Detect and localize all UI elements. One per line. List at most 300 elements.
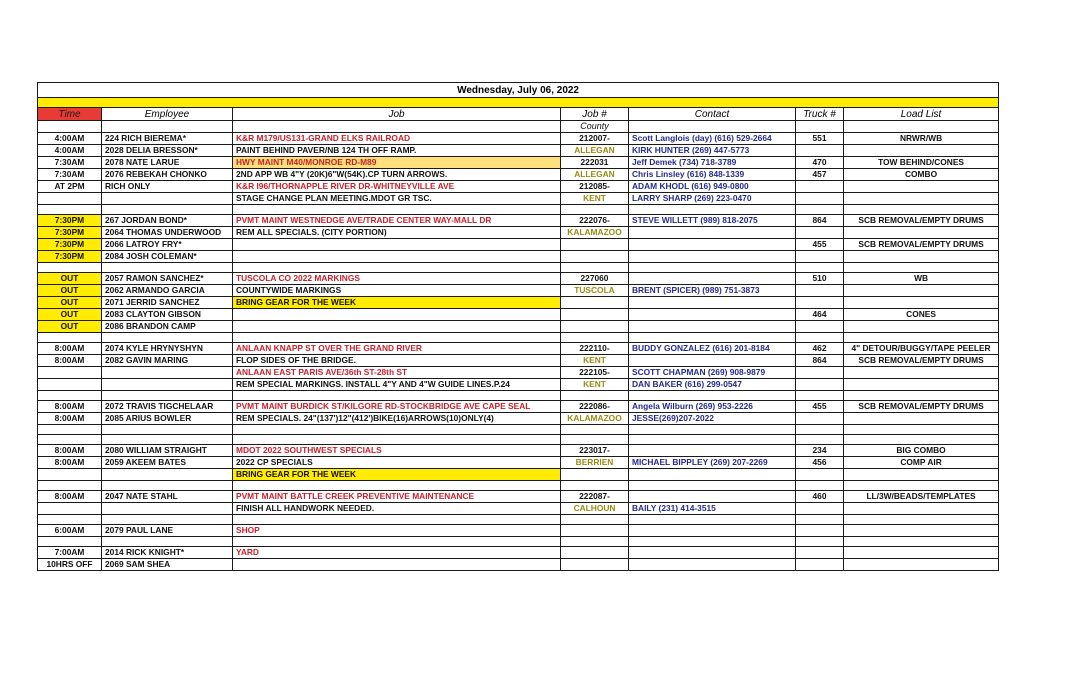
time-cell: 8:00AM: [38, 413, 102, 425]
load-list-cell: WB: [844, 273, 999, 285]
load-list-cell: [844, 367, 999, 379]
time-cell: 7:30PM: [38, 227, 102, 239]
truck-cell: [796, 251, 844, 263]
contact-cell: [629, 321, 796, 333]
time-cell: 8:00AM: [38, 355, 102, 367]
table-row: [38, 547, 999, 559]
job-number-cell: KENT: [561, 355, 629, 367]
empty-cell: [844, 121, 999, 133]
job-number-cell: [561, 321, 629, 333]
load-list-cell: [844, 515, 999, 525]
employee-cell: 2047 NATE STAHL: [102, 491, 233, 503]
truck-cell: [796, 321, 844, 333]
job-number-cell: [561, 391, 629, 401]
job-number-cell: 227060: [561, 273, 629, 285]
table-row: [38, 343, 999, 355]
load-list-cell: [844, 435, 999, 445]
spacer-row: [38, 263, 999, 273]
truck-cell: [796, 379, 844, 391]
contact-cell: LARRY SHARP (269) 223-0470: [629, 193, 796, 205]
job-number-cell: [561, 239, 629, 251]
job-cell: [233, 435, 561, 445]
job-number-cell: CALHOUN: [561, 503, 629, 515]
contact-cell: [629, 435, 796, 445]
load-list-cell: [844, 333, 999, 343]
truck-cell: 456: [796, 457, 844, 469]
empty-cell: [233, 121, 561, 133]
load-list-cell: SCB REMOVAL/EMPTY DRUMS: [844, 215, 999, 227]
employee-cell: 2086 BRANDON CAMP: [102, 321, 233, 333]
time-cell: 7:30PM: [38, 239, 102, 251]
job-cell: [233, 333, 561, 343]
job-cell: SHOP: [233, 525, 561, 537]
job-number-cell: BERRIEN: [561, 457, 629, 469]
load-list-cell: [844, 391, 999, 401]
employee-cell: [102, 333, 233, 343]
spacer-row: [38, 425, 999, 435]
contact-cell: [629, 273, 796, 285]
employee-cell: [102, 435, 233, 445]
truck-cell: 470: [796, 157, 844, 169]
time-cell: [38, 503, 102, 515]
load-list-cell: [844, 145, 999, 157]
spacer-row: [38, 515, 999, 525]
load-list-cell: [844, 321, 999, 333]
table-row: [38, 145, 999, 157]
job-number-cell: 222076-: [561, 215, 629, 227]
truck-cell: [796, 547, 844, 559]
job-cell: FLOP SIDES OF THE BRIDGE.: [233, 355, 561, 367]
contact-cell: [629, 559, 796, 571]
job-number-cell: 222087-: [561, 491, 629, 503]
time-cell: OUT: [38, 273, 102, 285]
table-row: [38, 239, 999, 251]
job-cell: MDOT 2022 SOUTHWEST SPECIALS: [233, 445, 561, 457]
load-list-cell: NRWR/WB: [844, 133, 999, 145]
truck-cell: 864: [796, 355, 844, 367]
contact-cell: STEVE WILLETT (989) 818-2075: [629, 215, 796, 227]
job-cell: 2ND APP WB 4"Y (20K)6"W(54K).CP TURN ARROWS.: [233, 169, 561, 181]
table-row: [38, 157, 999, 169]
load-list-cell: [844, 379, 999, 391]
job-number-cell: [561, 537, 629, 547]
truck-cell: [796, 469, 844, 481]
employee-cell: 2074 KYLE HRYNYSHYN: [102, 343, 233, 355]
time-cell: [38, 469, 102, 481]
spacer-row: [38, 205, 999, 215]
truck-cell: [796, 503, 844, 515]
job-cell: [233, 309, 561, 321]
table-row: [38, 413, 999, 425]
time-cell: OUT: [38, 321, 102, 333]
truck-cell: 551: [796, 133, 844, 145]
job-number-cell: [561, 297, 629, 309]
time-header: Time: [38, 108, 102, 121]
table-row: [38, 321, 999, 333]
truck-cell: [796, 193, 844, 205]
time-cell: [38, 205, 102, 215]
load-list-cell: [844, 285, 999, 297]
job-number-cell: 212007-: [561, 133, 629, 145]
table-row: [38, 503, 999, 515]
load-list-cell: SCB REMOVAL/EMPTY DRUMS: [844, 401, 999, 413]
truck-cell: [796, 181, 844, 193]
truck-cell: [796, 525, 844, 537]
load-list-cell: [844, 297, 999, 309]
job-cell: ANLAAN KNAPP ST OVER THE GRAND RIVER: [233, 343, 561, 355]
truck-cell: 464: [796, 309, 844, 321]
contact-cell: ADAM KHODL (616) 949-0800: [629, 181, 796, 193]
job-number-cell: [561, 309, 629, 321]
job-number-cell: [561, 525, 629, 537]
job-number-cell: 222110-: [561, 343, 629, 355]
load-list-cell: BIG COMBO: [844, 445, 999, 457]
job-cell: PVMT MAINT BATTLE CREEK PREVENTIVE MAINTENANCE: [233, 491, 561, 503]
load-list-cell: [844, 525, 999, 537]
time-cell: 7:30AM: [38, 157, 102, 169]
load-list-cell: SCB REMOVAL/EMPTY DRUMS: [844, 355, 999, 367]
table-row: [38, 469, 999, 481]
employee-cell: 2014 RICK KNIGHT*: [102, 547, 233, 559]
table-row: [38, 559, 999, 571]
truck-cell: 455: [796, 239, 844, 251]
job-number-header: Job #: [561, 108, 629, 121]
table-row: [38, 309, 999, 321]
job-cell: [233, 239, 561, 251]
contact-cell: [629, 547, 796, 559]
time-cell: 8:00AM: [38, 343, 102, 355]
subheader-row: [38, 121, 999, 133]
truck-cell: [796, 559, 844, 571]
contact-cell: [629, 537, 796, 547]
load-list-cell: [844, 227, 999, 239]
truck-cell: 457: [796, 169, 844, 181]
truck-cell: 510: [796, 273, 844, 285]
spacer-row: [38, 435, 999, 445]
time-cell: [38, 515, 102, 525]
employee-cell: 2082 GAVIN MARING: [102, 355, 233, 367]
load-list-cell: COMP AIR: [844, 457, 999, 469]
load-list-cell: [844, 469, 999, 481]
truck-cell: [796, 227, 844, 239]
employee-cell: 2084 JOSH COLEMAN*: [102, 251, 233, 263]
load-list-cell: CONES: [844, 309, 999, 321]
truck-cell: [796, 367, 844, 379]
employee-cell: [102, 263, 233, 273]
time-cell: OUT: [38, 297, 102, 309]
job-cell: [233, 205, 561, 215]
table-row: [38, 251, 999, 263]
employee-cell: [102, 193, 233, 205]
job-header: Job: [233, 108, 561, 121]
job-number-cell: [561, 263, 629, 273]
time-cell: 6:00AM: [38, 525, 102, 537]
job-number-cell: 222086-: [561, 401, 629, 413]
employee-cell: 2078 NATE LARUE: [102, 157, 233, 169]
employee-cell: 2085 ARIUS BOWLER: [102, 413, 233, 425]
contact-cell: Scott Langlois (day) (616) 529-2664: [629, 133, 796, 145]
time-cell: 7:30PM: [38, 251, 102, 263]
job-number-cell: KALAMAZOO: [561, 227, 629, 239]
job-number-cell: [561, 333, 629, 343]
load-list-cell: [844, 559, 999, 571]
yellow-band: [38, 98, 999, 108]
load-list-cell: [844, 413, 999, 425]
job-cell: BRING GEAR FOR THE WEEK: [233, 297, 561, 309]
truck-cell: [796, 263, 844, 273]
table-row: [38, 491, 999, 503]
employee-cell: [102, 367, 233, 379]
load-list-cell: [844, 263, 999, 273]
employee-cell: [102, 205, 233, 215]
job-number-cell: [561, 469, 629, 481]
truck-cell: 462: [796, 343, 844, 355]
job-cell: K&R I96/THORNAPPLE RIVER DR-WHITNEYVILLE AVE: [233, 181, 561, 193]
spacer-row: [38, 333, 999, 343]
time-cell: [38, 425, 102, 435]
load-list-cell: [844, 193, 999, 205]
job-cell: ANLAAN EAST PARIS AVE/36th ST-28th ST: [233, 367, 561, 379]
spacer-row: [38, 391, 999, 401]
load-list-cell: [844, 503, 999, 515]
table-row: [38, 401, 999, 413]
truck-cell: [796, 537, 844, 547]
time-cell: 8:00AM: [38, 445, 102, 457]
load-list-cell: LL/3W/BEADS/TEMPLATES: [844, 491, 999, 503]
schedule-table: [37, 82, 999, 571]
contact-cell: MICHAEL BIPPLEY (269) 207-2269: [629, 457, 796, 469]
contact-cell: [629, 297, 796, 309]
job-cell: YARD: [233, 547, 561, 559]
time-cell: [38, 435, 102, 445]
truck-cell: [796, 515, 844, 525]
load-list-cell: 4" DETOUR/BUGGY/TAPE PEELER: [844, 343, 999, 355]
employee-cell: 2080 WILLIAM STRAIGHT: [102, 445, 233, 457]
job-cell: FINISH ALL HANDWORK NEEDED.: [233, 503, 561, 515]
job-number-cell: [561, 547, 629, 559]
employee-cell: [102, 481, 233, 491]
employee-cell: 2064 THOMAS UNDERWOOD: [102, 227, 233, 239]
time-cell: 8:00AM: [38, 401, 102, 413]
job-cell: [233, 391, 561, 401]
employee-cell: 2028 DELIA BRESSON*: [102, 145, 233, 157]
time-cell: OUT: [38, 285, 102, 297]
job-cell: HWY MAINT M40/MONROE RD-M89: [233, 157, 561, 169]
truck-cell: [796, 285, 844, 297]
job-cell: PVMT MAINT BURDICK ST/KILGORE RD-STOCKBRIDGE AVE CAPE SEAL: [233, 401, 561, 413]
time-cell: AT 2PM: [38, 181, 102, 193]
contact-cell: BAILY (231) 414-3515: [629, 503, 796, 515]
job-cell: [233, 515, 561, 525]
job-cell: [233, 251, 561, 263]
time-cell: [38, 333, 102, 343]
job-number-cell: [561, 251, 629, 263]
contact-cell: Angela Wilburn (269) 953-2226: [629, 401, 796, 413]
truck-cell: [796, 145, 844, 157]
time-cell: [38, 391, 102, 401]
job-cell: [233, 559, 561, 571]
truck-cell: 864: [796, 215, 844, 227]
truck-cell: [796, 391, 844, 401]
table-row: [38, 169, 999, 181]
table-row: [38, 525, 999, 537]
contact-cell: JESSE(269)207-2022: [629, 413, 796, 425]
employee-cell: 2079 PAUL LANE: [102, 525, 233, 537]
contact-cell: KIRK HUNTER (269) 447-5773: [629, 145, 796, 157]
contact-cell: [629, 309, 796, 321]
table-row: [38, 297, 999, 309]
contact-cell: [629, 491, 796, 503]
load-list-cell: TOW BEHIND/CONES: [844, 157, 999, 169]
time-cell: [38, 537, 102, 547]
time-cell: 4:00AM: [38, 145, 102, 157]
truck-cell: [796, 425, 844, 435]
job-number-cell: KALAMAZOO: [561, 413, 629, 425]
employee-cell: 2069 SAM SHEA: [102, 559, 233, 571]
job-number-cell: 222105-: [561, 367, 629, 379]
employee-cell: 2071 JERRID SANCHEZ: [102, 297, 233, 309]
contact-cell: [629, 425, 796, 435]
job-cell: PAINT BEHIND PAVER/NB 124 TH OFF RAMP.: [233, 145, 561, 157]
truck-cell: 455: [796, 401, 844, 413]
load-list-header: Load List: [844, 108, 999, 121]
empty-cell: [796, 121, 844, 133]
job-cell: REM ALL SPECIALS. (CITY PORTION): [233, 227, 561, 239]
table-row: [38, 355, 999, 367]
time-cell: [38, 481, 102, 491]
contact-cell: BUDDY GONZALEZ (616) 201-8184: [629, 343, 796, 355]
schedule-date-title: Wednesday, July 06, 2022: [38, 83, 999, 98]
employee-cell: 2059 AKEEM BATES: [102, 457, 233, 469]
job-number-cell: [561, 559, 629, 571]
table-row: [38, 367, 999, 379]
job-number-cell: KENT: [561, 379, 629, 391]
table-row: [38, 379, 999, 391]
truck-cell: [796, 435, 844, 445]
job-number-cell: KENT: [561, 193, 629, 205]
header-row: [38, 108, 999, 121]
contact-cell: [629, 515, 796, 525]
truck-cell: [796, 205, 844, 215]
job-number-cell: [561, 425, 629, 435]
contact-cell: [629, 445, 796, 457]
table-row: [38, 285, 999, 297]
employee-cell: 2066 LATROY FRY*: [102, 239, 233, 251]
contact-cell: [629, 355, 796, 367]
contact-cell: [629, 525, 796, 537]
table-row: [38, 133, 999, 145]
contact-cell: Jeff Demek (734) 718-3789: [629, 157, 796, 169]
time-cell: [38, 263, 102, 273]
job-cell: REM SPECIAL MARKINGS. INSTALL 4"Y AND 4"W GUIDE LINES.P.24: [233, 379, 561, 391]
load-list-cell: [844, 205, 999, 215]
title-row: [38, 83, 999, 98]
load-list-cell: [844, 251, 999, 263]
truck-cell: 460: [796, 491, 844, 503]
employee-cell: [102, 379, 233, 391]
load-list-cell: COMBO: [844, 169, 999, 181]
contact-cell: [629, 333, 796, 343]
employee-header: Employee: [102, 108, 233, 121]
empty-cell: [629, 121, 796, 133]
time-cell: 8:00AM: [38, 491, 102, 503]
job-cell: [233, 537, 561, 547]
job-cell: STAGE CHANGE PLAN MEETING.MDOT GR TSC.: [233, 193, 561, 205]
time-cell: 10HRS OFF: [38, 559, 102, 571]
contact-cell: SCOTT CHAPMAN (269) 908-9879: [629, 367, 796, 379]
load-list-cell: [844, 481, 999, 491]
job-number-cell: 212085-: [561, 181, 629, 193]
contact-cell: [629, 391, 796, 401]
job-number-cell: [561, 205, 629, 215]
time-cell: [38, 193, 102, 205]
job-number-cell: 223017-: [561, 445, 629, 457]
job-number-cell: [561, 435, 629, 445]
time-cell: 7:00AM: [38, 547, 102, 559]
job-cell: [233, 425, 561, 435]
employee-cell: [102, 469, 233, 481]
employee-cell: [102, 515, 233, 525]
empty-cell: [102, 121, 233, 133]
time-cell: [38, 367, 102, 379]
truck-cell: [796, 297, 844, 309]
job-cell: REM SPECIALS. 24"(137')12"(412')BIKE(16)ARROWS(10)ONLY(4): [233, 413, 561, 425]
job-number-cell: TUSCOLA: [561, 285, 629, 297]
employee-cell: 2057 RAMON SANCHEZ*: [102, 273, 233, 285]
contact-cell: Chris Linsley (616) 848-1339: [629, 169, 796, 181]
load-list-cell: [844, 537, 999, 547]
employee-cell: 224 RICH BIEREMA*: [102, 133, 233, 145]
job-number-cell: ALLEGAN: [561, 145, 629, 157]
contact-cell: [629, 263, 796, 273]
truck-cell: [796, 333, 844, 343]
table-row: [38, 457, 999, 469]
table-row: [38, 273, 999, 285]
table-row: [38, 227, 999, 239]
contact-cell: DAN BAKER (616) 299-0547: [629, 379, 796, 391]
employee-cell: RICH ONLY: [102, 181, 233, 193]
table-row: [38, 215, 999, 227]
employee-cell: 267 JORDAN BOND*: [102, 215, 233, 227]
job-cell: [233, 263, 561, 273]
job-cell: [233, 321, 561, 333]
job-number-cell: [561, 515, 629, 525]
employee-cell: 2083 CLAYTON GIBSON: [102, 309, 233, 321]
employee-cell: 2072 TRAVIS TIGCHELAAR: [102, 401, 233, 413]
job-cell: 2022 CP SPECIALS: [233, 457, 561, 469]
contact-cell: [629, 205, 796, 215]
employee-cell: [102, 425, 233, 435]
job-cell: BRING GEAR FOR THE WEEK: [233, 469, 561, 481]
spacer-row: [38, 481, 999, 491]
job-cell: K&R M179/US131-GRAND ELKS RAILROAD: [233, 133, 561, 145]
contact-cell: [629, 239, 796, 251]
spacer-row: [38, 537, 999, 547]
contact-cell: [629, 469, 796, 481]
employee-cell: [102, 503, 233, 515]
job-cell: COUNTYWIDE MARKINGS: [233, 285, 561, 297]
yellow-band-row: [38, 98, 999, 108]
truck-cell: 234: [796, 445, 844, 457]
job-number-cell: ALLEGAN: [561, 169, 629, 181]
time-cell: OUT: [38, 309, 102, 321]
contact-cell: [629, 227, 796, 239]
load-list-cell: SCB REMOVAL/EMPTY DRUMS: [844, 239, 999, 251]
employee-cell: [102, 391, 233, 401]
truck-cell: [796, 413, 844, 425]
truck-cell: [796, 481, 844, 491]
time-cell: 8:00AM: [38, 457, 102, 469]
